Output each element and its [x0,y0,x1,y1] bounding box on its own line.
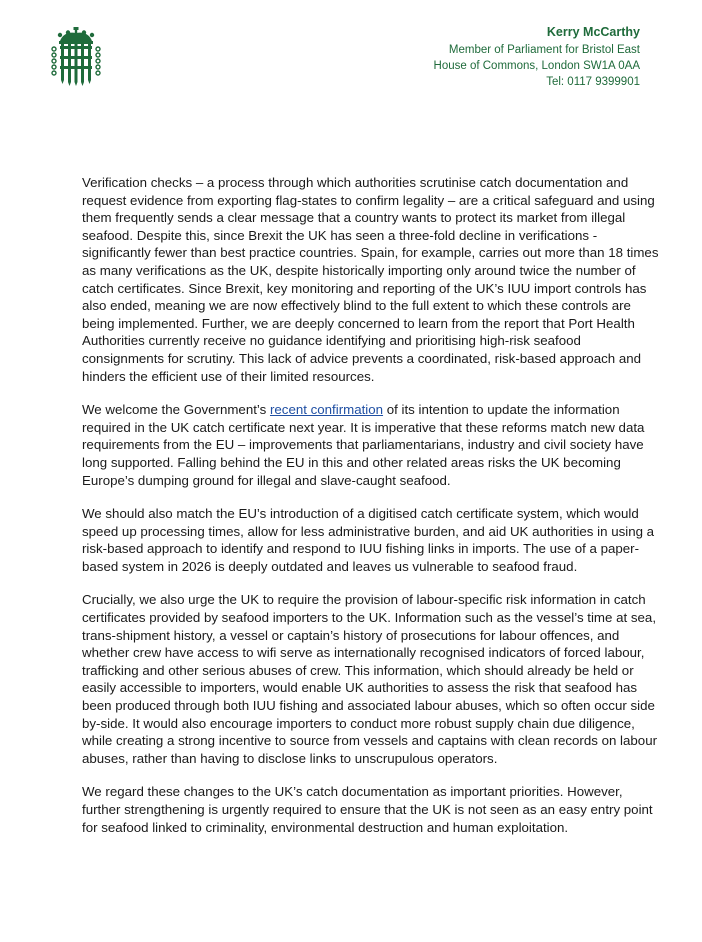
portcullis-icon [50,27,102,89]
mp-name: Kerry McCarthy [546,25,640,39]
paragraph-conclusion: We regard these changes to the UK’s catch documentation as important priorities. However, further strengthening is urgently required to ensure that the UK is not seen as an easy entry point for seafood linked to criminality, environmental destruction and human exploitation. [82,784,653,835]
paragraph-labour-risk: Crucially, we also urge the UK to require the provision of labour-specific risk information in catch certificates provided by seafood importers to the UK. Information such as the vessel’s time at sea, trans-shipment history, a vessel or captain’s history of prosecutions for labour offences, and whether crew have access to wifi serve as internationally recognised indicators of forced labour, trafficking and other serious abuses of crew. This information, which should already be held or easily accessible to importers, would enable UK authorities to assess the risk that seafood has been produced through both IUU fishing and associated labour abuses, which so often occur side by-side. It would also encourage importers to conduct more robust supply chain due diligence, while creating a strong incentive to source from vessels and captains with clean records on labour abuses, rather than having to disclose links to unscrupulous operators. [82,592,658,766]
letterhead [434,24,640,90]
paragraph-digitised-system: We should also match the EU’s introduction of a digitised catch certificate system, which would speed up processing times, allow for less administrative burden, and aid UK authorities in using a risk-based approach to identify and respond to IUU fishing links in imports. The use of a paper-based system in 2026 is deeply outdated and leaves us vulnerable to seafood fraud. [82,506,655,574]
paragraph-catch-certificate [82,401,662,489]
mp-role: Member of Parliament for Bristol East [448,44,640,56]
mp-address: House of Commons, London SW1A 0AA [433,60,640,72]
mp-telephone: Tel: 0117 9399901 [546,76,640,88]
paragraph-text: of its intention to update the information required in the UK catch certificate next year. It is imperative that these reforms match new data requirements from the EU – improvements that parliamentarians, industry and civil society have long supported. Falling behind the EU in this and other related areas risks the UK becoming Europe’s dumping ground for illegal and slave-caught seafood. [82,402,645,488]
recent-confirmation-link[interactable]: recent confirmation [269,402,384,418]
paragraph-verification: Verification checks – a process through which authorities scrutinise catch documentation and request evidence from exporting flag-states to confirm legality – are a critical safeguard and using them frequently sends a clear message that a country wants to protect its market from illegal seafood. Despite this, since Brexit the UK has seen a three-fold decline in verifications - significantly fewer than best practice countries. Spain, for example, carries out more than 18 times as many verifications as the UK, despite historically importing only around twice the number of catch certificates. Since Brexit, key monitoring and reporting of the UK’s IUU import controls has also ended, meaning we are now effectively blind to the full extent to which these controls are being implemented. Further, we are deeply concerned to learn from the report that Port Health Authorities currently receive no guidance identifying and prioritising high-risk seafood consignments for scrutiny. This lack of advice prevents a coordinated, risk-based approach and hinders the efficient use of their limited resources. [82,175,659,384]
paragraph-text: We welcome the Government’s [82,402,270,418]
letter-body [82,174,662,852]
